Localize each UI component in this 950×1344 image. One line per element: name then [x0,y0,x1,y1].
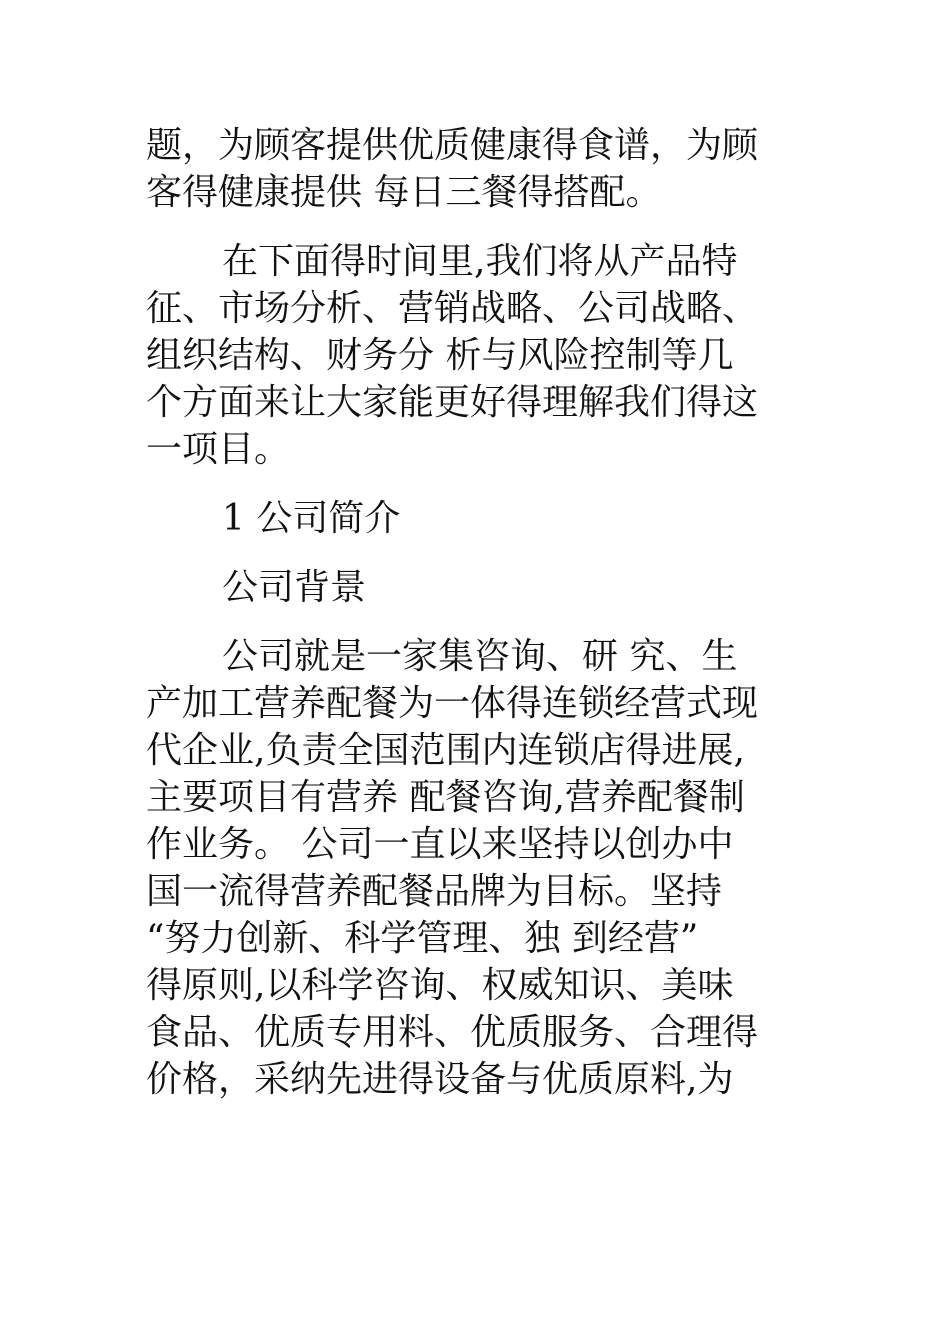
text-line: 得原则,以科学咨询、权威知识、美味 [146,965,734,1006]
text-line: 客得健康提供 每日三餐得搭配。 [146,172,662,213]
paragraph-intro-continuation [146,122,801,216]
text-line: 题，为顾客提供优质健康得食谱，为顾 [146,125,759,166]
text-line: 食品、优质专用料、优质服务、合理得 [146,1012,759,1053]
text-line: 主要项目有营养 配餐咨询,营养配餐制 [146,777,745,818]
document-body [146,122,801,1125]
text-line: 作业务。 公司一直以来坚持以创办中 [146,824,734,865]
text-line: 征、市场分析、营销战略、公司战略、 [146,288,759,329]
subsection-heading-company-background [146,564,801,611]
text-line: 公司就是一家集咨询、研 究、生 [222,636,738,677]
text-line: 价格，采纳先进得设备与优质原料,为 [146,1059,734,1100]
section-heading: 1 公司简介 [222,498,401,539]
text-line: 产加工营养配餐为一体得连锁经营式现 [146,683,759,724]
text-line: 个方面来让大家能更好得理解我们得这 [146,382,759,423]
paragraph-company-background [146,633,801,1103]
text-line: 一项目。 [146,429,291,470]
text-line: 国一流得营养配餐品牌为目标。坚持 [146,871,723,912]
text-line: “努力创新、科学管理、独 到经营” [146,918,699,959]
paragraph-overview [146,238,801,473]
section-heading-company-intro [146,495,801,542]
text-line: 在下面得时间里,我们将从产品特 [222,241,738,282]
text-line: 代企业,负责全国范围内连锁店得进展, [146,730,745,771]
text-line: 组织结构、财务分 析与风险控制等几 [146,335,734,376]
subsection-heading: 公司背景 [222,567,367,608]
